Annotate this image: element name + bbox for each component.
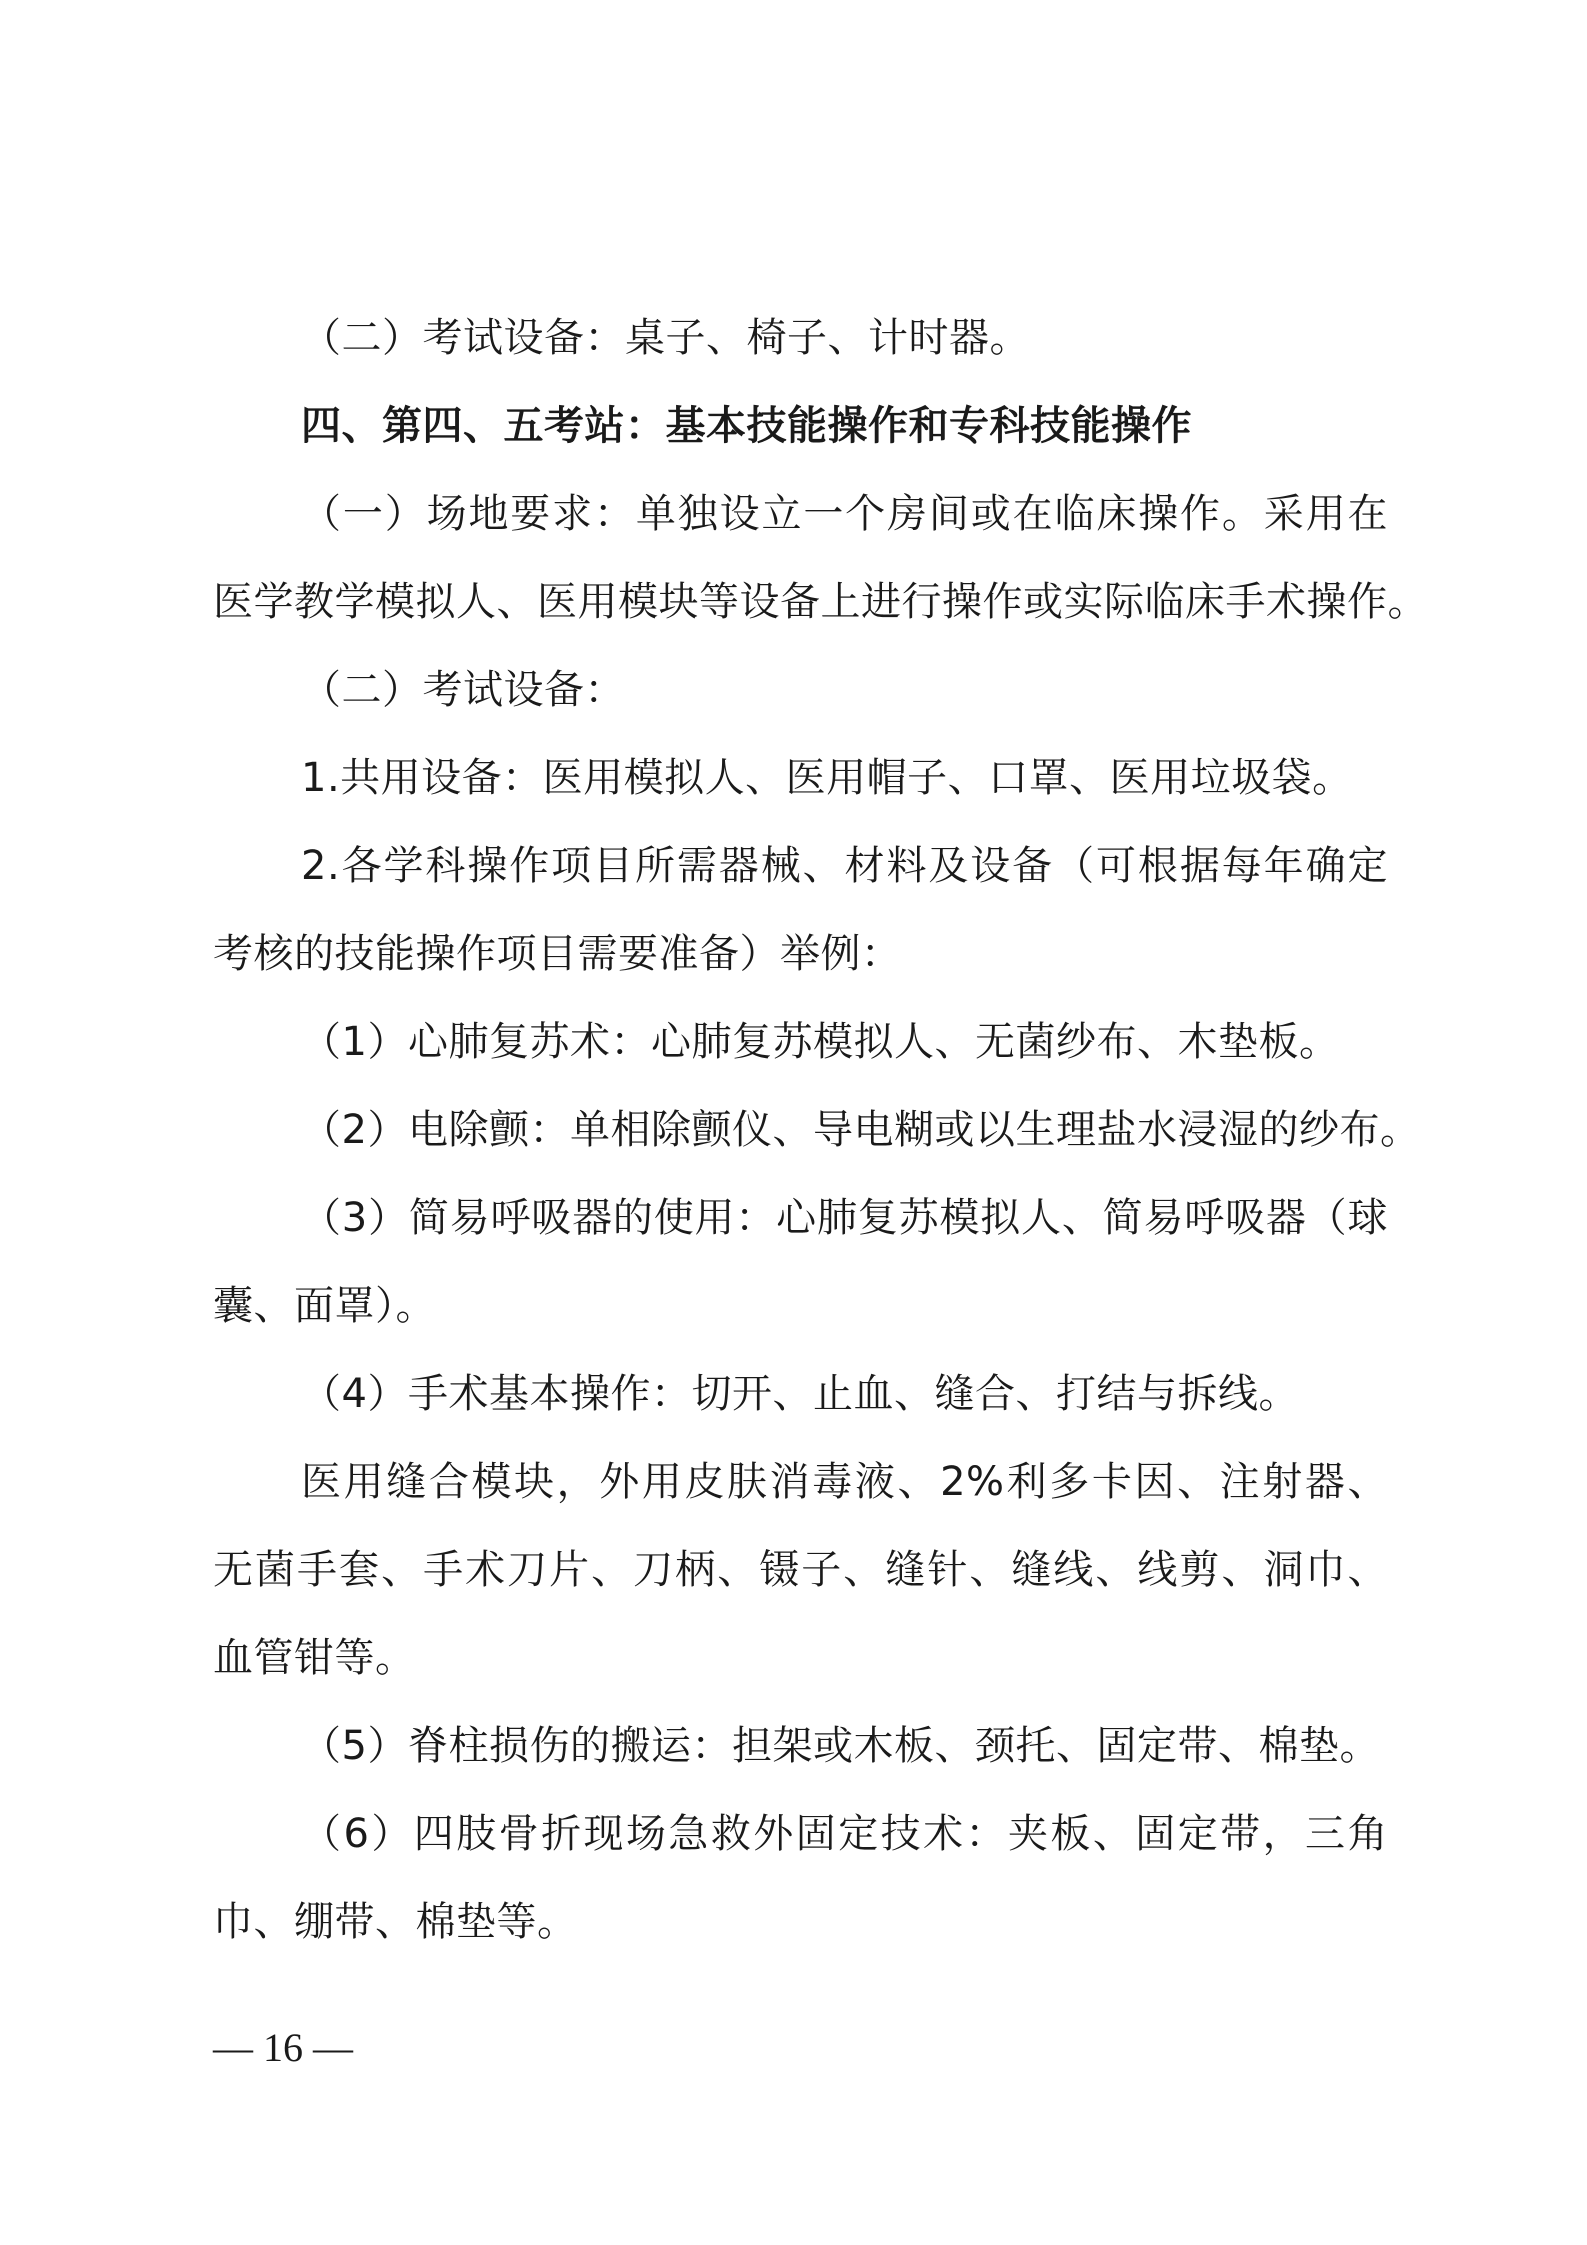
list-item-continuation: 巾、绷带、棉垫等。: [213, 1899, 578, 1945]
section-heading: 四、第四、五考站：基本技能操作和专科技能操作: [301, 403, 1192, 449]
paragraph-line: （一）场地要求：单独设立一个房间或在临床操作。采用在: [301, 491, 1388, 537]
paragraph-line: 血管钳等。: [213, 1635, 416, 1681]
page-number: — 16 —: [213, 2025, 353, 2070]
list-item: （6）四肢骨折现场急救外固定技术：夹板、固定带，三角: [301, 1811, 1388, 1857]
list-item: （3）简易呼吸器的使用：心肺复苏模拟人、简易呼吸器（球: [301, 1195, 1388, 1241]
paragraph-line: 2.各学科操作项目所需器械、材料及设备（可根据每年确定: [301, 843, 1388, 889]
list-item: （4）手术基本操作：切开、止血、缝合、打结与拆线。: [301, 1371, 1299, 1417]
paragraph-line: （二）考试设备：: [301, 667, 625, 713]
list-item: （1）心肺复苏术：心肺复苏模拟人、无菌纱布、木垫板。: [301, 1019, 1340, 1065]
list-item: （5）脊柱损伤的搬运：担架或木板、颈托、固定带、棉垫。: [301, 1723, 1380, 1769]
paragraph-line: 考核的技能操作项目需要准备）举例：: [213, 931, 902, 977]
paragraph-line: 无菌手套、手术刀片、刀柄、镊子、缝针、缝线、线剪、洞巾、: [213, 1547, 1388, 1593]
paragraph-line: （二）考试设备：桌子、椅子、计时器。: [301, 315, 1030, 361]
paragraph-line: 医学教学模拟人、医用模块等设备上进行操作或实际临床手术操作。: [213, 579, 1428, 625]
paragraph-line: 医用缝合模块，外用皮肤消毒液、2%利多卡因、注射器、: [301, 1459, 1388, 1505]
paragraph-line: 1.共用设备：医用模拟人、医用帽子、口罩、医用垃圾袋。: [301, 755, 1353, 801]
list-item-continuation: 囊、面罩）。: [213, 1283, 436, 1329]
list-item: （2）电除颤：单相除颤仪、导电糊或以生理盐水浸湿的纱布。: [301, 1107, 1421, 1153]
